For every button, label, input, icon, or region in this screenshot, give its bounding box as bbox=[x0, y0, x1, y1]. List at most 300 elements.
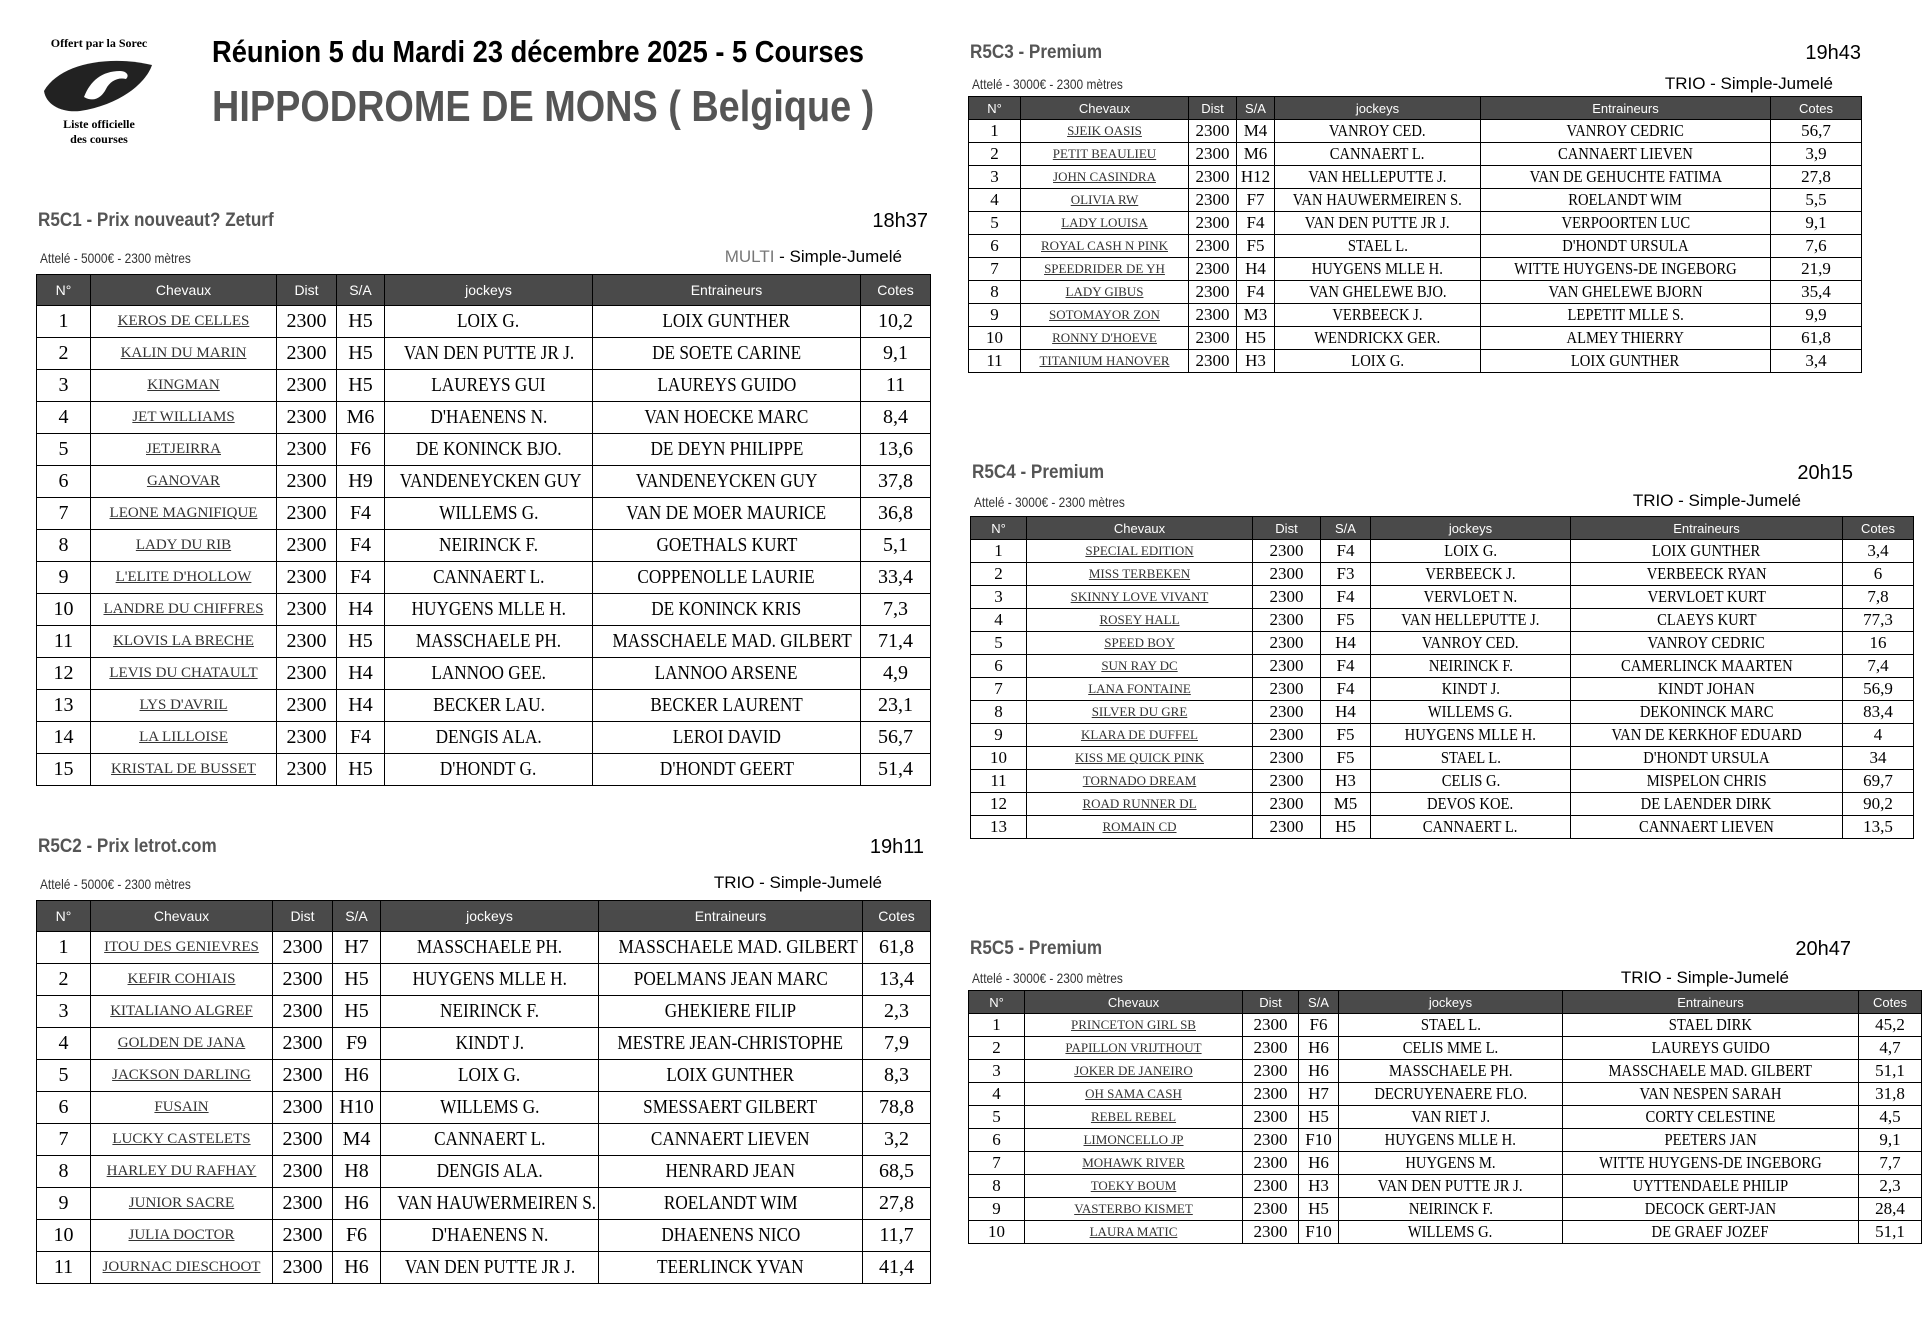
horse-name-link[interactable]: KLOVIS LA BRECHE bbox=[113, 633, 254, 649]
trainer bbox=[599, 1252, 863, 1284]
trainer-text: CANNAERT LIEVEN bbox=[651, 1128, 810, 1150]
distance: 2300 bbox=[1253, 655, 1321, 678]
horse-name bbox=[1027, 586, 1253, 609]
runner-number: 6 bbox=[971, 655, 1027, 678]
trainer-text: D'HONDT GEERT bbox=[659, 758, 794, 780]
trainer-text: CAMERLINCK MAARTEN bbox=[1620, 656, 1793, 675]
sex-age: H4 bbox=[337, 658, 385, 690]
odds: 68,5 bbox=[863, 1156, 931, 1188]
horse-name bbox=[1021, 350, 1189, 373]
sex-age: F5 bbox=[1321, 747, 1371, 770]
runner-number: 6 bbox=[969, 235, 1021, 258]
odds: 16 bbox=[1843, 632, 1914, 655]
jockey-text: LOIX G. bbox=[1444, 541, 1497, 560]
column-header: Dist bbox=[273, 901, 333, 932]
jockey-text: DEVOS KOE. bbox=[1427, 794, 1514, 813]
column-header: Chevaux bbox=[1027, 517, 1253, 540]
trainer bbox=[593, 562, 861, 594]
race-time: 19h43 bbox=[1805, 42, 1861, 64]
trainer-text: CORTY CELESTINE bbox=[1645, 1107, 1776, 1126]
horse-name-link[interactable]: PETIT BEAULIEU bbox=[1052, 146, 1157, 161]
table-row bbox=[969, 1152, 1922, 1175]
column-header: Dist bbox=[1253, 517, 1321, 540]
jockey bbox=[1371, 793, 1571, 816]
table-row bbox=[37, 964, 931, 996]
table-row bbox=[971, 701, 1914, 724]
race-r5c2 bbox=[36, 836, 930, 1296]
trainer bbox=[1481, 281, 1771, 304]
table-row bbox=[971, 747, 1914, 770]
distance: 2300 bbox=[1243, 1129, 1299, 1152]
table-row bbox=[969, 1198, 1922, 1221]
trainer-text: MISPELON CHRIS bbox=[1646, 771, 1767, 790]
horse-name-link[interactable]: SPEEDRIDER DE YH bbox=[1044, 261, 1165, 276]
horse-name-link[interactable]: TITANIUM HANOVER bbox=[1039, 353, 1170, 368]
trainer-text: DECOCK GERT-JAN bbox=[1644, 1199, 1777, 1218]
table-row bbox=[969, 143, 1862, 166]
sex-age: H3 bbox=[1299, 1175, 1339, 1198]
horse-name-link[interactable]: VASTERBO KISMET bbox=[1074, 1201, 1193, 1216]
horse-name-link[interactable]: HARLEY DU RAFHAY bbox=[106, 1163, 257, 1179]
bet-types bbox=[1665, 74, 1833, 94]
horse-name-link[interactable]: ROSEY HALL bbox=[1099, 612, 1180, 627]
trainer-text: BECKER LAURENT bbox=[650, 694, 803, 716]
sorec-logo bbox=[34, 36, 164, 154]
jockey-text: VAN RIET J. bbox=[1411, 1107, 1490, 1126]
horse-name-link[interactable]: KEFIR COHIAIS bbox=[127, 971, 236, 987]
odds: 7,8 bbox=[1843, 586, 1914, 609]
horse-name bbox=[91, 466, 277, 498]
horse-name-link[interactable]: RONNY D'HOEVE bbox=[1052, 330, 1157, 345]
odds: 9,9 bbox=[1771, 304, 1862, 327]
jockey bbox=[1339, 1014, 1563, 1037]
table-row bbox=[969, 235, 1862, 258]
horse-name bbox=[91, 626, 277, 658]
horse-name-link[interactable]: ROMAIN CD bbox=[1102, 819, 1177, 834]
jockey-text: NEIRINCK F. bbox=[1408, 1199, 1493, 1218]
distance: 2300 bbox=[277, 658, 337, 690]
horse-name bbox=[1025, 1083, 1243, 1106]
jockey bbox=[1371, 678, 1571, 701]
distance: 2300 bbox=[1253, 724, 1321, 747]
jockey-text: CELIS MME L. bbox=[1402, 1038, 1499, 1057]
horse-name bbox=[91, 562, 277, 594]
horse-name-link[interactable]: KINGMAN bbox=[147, 377, 220, 393]
trainer-text: CLAEYS KURT bbox=[1656, 610, 1757, 629]
column-header: Entraineurs bbox=[1481, 97, 1771, 120]
horse-name-link[interactable]: JULIA DOCTOR bbox=[128, 1227, 235, 1243]
trainer-text: ROELANDT WIM bbox=[663, 1192, 798, 1214]
table-row bbox=[969, 1037, 1922, 1060]
horse-name-link[interactable]: SKINNY LOVE VIVANT bbox=[1070, 589, 1209, 604]
trainer bbox=[1481, 120, 1771, 143]
column-header: Entraineurs bbox=[599, 901, 863, 932]
horse-name bbox=[91, 996, 273, 1028]
race-title: R5C5 - Premium bbox=[970, 938, 1103, 959]
runner-number: 4 bbox=[969, 189, 1021, 212]
sex-age: F5 bbox=[1321, 724, 1371, 747]
table-row bbox=[971, 770, 1914, 793]
distance: 2300 bbox=[273, 932, 333, 964]
trainer-text: UYTTENDAELE PHILIP bbox=[1632, 1176, 1789, 1195]
horse-name-link[interactable]: KALIN DU MARIN bbox=[120, 345, 247, 361]
horse-name bbox=[1021, 212, 1189, 235]
runner-number: 14 bbox=[37, 722, 91, 754]
table-row bbox=[971, 563, 1914, 586]
trainer bbox=[1563, 1037, 1859, 1060]
horse-name-link[interactable]: LADY GIBUS bbox=[1065, 284, 1144, 299]
horse-name bbox=[1025, 1014, 1243, 1037]
horse-name-link[interactable]: MOHAWK RIVER bbox=[1082, 1155, 1185, 1170]
trainer-text: VAN DE KERKHOF EDUARD bbox=[1611, 725, 1802, 744]
sex-age: H8 bbox=[333, 1156, 381, 1188]
horse-name-link[interactable]: JUNIOR SACRE bbox=[128, 1195, 235, 1211]
distance: 2300 bbox=[273, 964, 333, 996]
jockey bbox=[385, 690, 593, 722]
distance: 2300 bbox=[277, 498, 337, 530]
column-header: N° bbox=[37, 901, 91, 932]
table-row bbox=[971, 632, 1914, 655]
horse-name bbox=[1025, 1175, 1243, 1198]
race-time: 20h47 bbox=[1795, 938, 1851, 960]
jockey-text: MASSCHAELE PH. bbox=[415, 630, 562, 652]
odds: 77,3 bbox=[1843, 609, 1914, 632]
horse-name bbox=[91, 754, 277, 786]
jockey-text: VERBEECK J. bbox=[1425, 564, 1516, 583]
horse-name-link[interactable]: LANDRE DU CHIFFRES bbox=[103, 601, 264, 617]
horse-name-link[interactable]: JOHN CASINDRA bbox=[1053, 169, 1156, 184]
jockey bbox=[381, 1028, 599, 1060]
jockey-text: WILLEMS G. bbox=[1408, 1222, 1493, 1241]
trainer bbox=[1563, 1083, 1859, 1106]
jockey-text: VANROY CED. bbox=[1329, 121, 1426, 140]
horse-name-link[interactable]: LIMONCELLO JP bbox=[1083, 1132, 1184, 1147]
jockey bbox=[1371, 701, 1571, 724]
runner-number: 1 bbox=[969, 120, 1021, 143]
odds: 36,8 bbox=[861, 498, 931, 530]
trainer-text: MASSCHAELE MAD. GILBERT bbox=[618, 936, 858, 958]
runner-number: 9 bbox=[969, 1198, 1025, 1221]
horse-name-link[interactable]: ROYAL CASH N PINK bbox=[1040, 238, 1168, 253]
column-header: N° bbox=[969, 991, 1025, 1014]
horse-name-link[interactable]: LYS D'AVRIL bbox=[139, 697, 228, 713]
horse-name bbox=[1021, 258, 1189, 281]
runner-number: 2 bbox=[969, 1037, 1025, 1060]
jockey-text: CANNAERT L. bbox=[433, 1128, 546, 1150]
horse-name bbox=[91, 498, 277, 530]
table-row bbox=[37, 434, 931, 466]
bet-types bbox=[714, 873, 882, 893]
runner-number: 7 bbox=[971, 678, 1027, 701]
sex-age: H5 bbox=[337, 626, 385, 658]
sex-age: H6 bbox=[1299, 1037, 1339, 1060]
trainer-text: VAN HOECKE MARC bbox=[644, 406, 809, 428]
runner-number: 3 bbox=[969, 1060, 1025, 1083]
jockey bbox=[1371, 655, 1571, 678]
table-row bbox=[969, 212, 1862, 235]
trainer bbox=[1571, 701, 1843, 724]
distance: 2300 bbox=[1189, 189, 1237, 212]
runner-number: 7 bbox=[37, 1124, 91, 1156]
horse-name-link[interactable]: PRINCETON GIRL SB bbox=[1071, 1017, 1196, 1032]
horse-name-link[interactable]: JET WILLIAMS bbox=[132, 409, 235, 425]
odds: 71,4 bbox=[861, 626, 931, 658]
horse-name-link[interactable]: LEVIS DU CHATAULT bbox=[109, 665, 258, 681]
horse-name-link[interactable]: TOEKY BOUM bbox=[1090, 1178, 1177, 1193]
trainer-text: VANROY CEDRIC bbox=[1566, 121, 1685, 140]
bet-types bbox=[725, 247, 902, 267]
table-row bbox=[37, 466, 931, 498]
runner-number: 10 bbox=[37, 1220, 91, 1252]
odds: 27,8 bbox=[1771, 166, 1862, 189]
race-conditions: Attelé - 3000€ - 2300 mètres bbox=[974, 494, 1125, 510]
horse-name-link[interactable]: REBEL REBEL bbox=[1090, 1109, 1177, 1124]
distance: 2300 bbox=[1253, 563, 1321, 586]
trainer bbox=[593, 338, 861, 370]
trainer bbox=[1563, 1175, 1859, 1198]
trainer bbox=[1571, 563, 1843, 586]
column-header: S/A bbox=[1237, 97, 1275, 120]
jockey bbox=[381, 996, 599, 1028]
distance: 2300 bbox=[277, 466, 337, 498]
horse-name-link[interactable]: LA LILLOISE bbox=[139, 729, 228, 745]
horse-name-link[interactable]: OH SAMA CASH bbox=[1085, 1086, 1182, 1101]
table-row bbox=[37, 530, 931, 562]
horse-name-link[interactable]: FUSAIN bbox=[154, 1099, 209, 1115]
horse-name-link[interactable]: LADY DU RIB bbox=[135, 537, 232, 553]
jockey bbox=[1275, 120, 1481, 143]
horse-name-link[interactable]: SILVER DU GRE bbox=[1091, 704, 1188, 719]
odds: 3,4 bbox=[1843, 540, 1914, 563]
horse-name bbox=[1027, 563, 1253, 586]
sex-age: H3 bbox=[1321, 770, 1371, 793]
bet-types bbox=[1621, 968, 1789, 988]
odds: 2,3 bbox=[1859, 1175, 1922, 1198]
jockey bbox=[385, 658, 593, 690]
runner-number: 4 bbox=[971, 609, 1027, 632]
horse-name bbox=[1021, 143, 1189, 166]
odds: 28,4 bbox=[1859, 1198, 1922, 1221]
trainer-text: DEKONINCK MARC bbox=[1639, 702, 1774, 721]
horse-name-link[interactable]: KLARA DE DUFFEL bbox=[1080, 727, 1198, 742]
jockey bbox=[385, 306, 593, 338]
runner-number: 11 bbox=[969, 350, 1021, 373]
race-table bbox=[968, 96, 1862, 373]
table-row bbox=[37, 754, 931, 786]
table-row bbox=[971, 724, 1914, 747]
odds: 7,3 bbox=[861, 594, 931, 626]
horse-name-link[interactable]: GANOVAR bbox=[146, 473, 221, 489]
horse-logo-icon bbox=[40, 53, 158, 115]
sex-age: H5 bbox=[337, 370, 385, 402]
distance: 2300 bbox=[277, 306, 337, 338]
distance: 2300 bbox=[273, 1092, 333, 1124]
horse-name bbox=[91, 932, 273, 964]
column-header: jockeys bbox=[385, 275, 593, 306]
logo-top-text: Offert par la Sorec bbox=[50, 36, 148, 50]
runner-number: 5 bbox=[37, 1060, 91, 1092]
column-header: jockeys bbox=[1339, 991, 1563, 1014]
horse-name-link[interactable]: LANA FONTAINE bbox=[1088, 681, 1191, 696]
horse-name-link[interactable]: SPECIAL EDITION bbox=[1085, 543, 1194, 558]
horse-name-link[interactable]: SJEIK OASIS bbox=[1067, 123, 1142, 138]
distance: 2300 bbox=[1243, 1175, 1299, 1198]
horse-name-link[interactable]: LUCKY CASTELETS bbox=[112, 1131, 251, 1147]
horse-name-link[interactable]: ITOU DES GENIEVRES bbox=[104, 939, 259, 955]
trainer-text: CANNAERT LIEVEN bbox=[1639, 817, 1774, 836]
table-header-row bbox=[37, 275, 931, 306]
trainer-text: STAEL DIRK bbox=[1668, 1015, 1753, 1034]
column-header: jockeys bbox=[1275, 97, 1481, 120]
jockey bbox=[385, 370, 593, 402]
trainer bbox=[1571, 816, 1843, 839]
horse-name-link[interactable]: LEONE MAGNIFIQUE bbox=[109, 505, 258, 521]
odds: 13,6 bbox=[861, 434, 931, 466]
jockey bbox=[381, 1060, 599, 1092]
horse-name-link[interactable]: OLIVIA RW bbox=[1070, 192, 1139, 207]
horse-name-link[interactable]: SUN RAY DC bbox=[1101, 658, 1178, 673]
trainer bbox=[593, 466, 861, 498]
table-row bbox=[971, 609, 1914, 632]
sex-age: M6 bbox=[337, 402, 385, 434]
runner-number: 3 bbox=[969, 166, 1021, 189]
horse-name-link[interactable]: TORNADO DREAM bbox=[1082, 773, 1197, 788]
jockey-text: VAN HAUWERMEIREN S. bbox=[397, 1192, 597, 1214]
jockey-text: HUYGENS MLLE H. bbox=[412, 968, 567, 990]
column-header: S/A bbox=[1321, 517, 1371, 540]
column-header: N° bbox=[969, 97, 1021, 120]
odds: 3,2 bbox=[863, 1124, 931, 1156]
horse-name-link[interactable]: JACKSON DARLING bbox=[112, 1067, 251, 1083]
runner-number: 12 bbox=[971, 793, 1027, 816]
jockey bbox=[1275, 235, 1481, 258]
column-header: N° bbox=[37, 275, 91, 306]
race-conditions: Attelé - 3000€ - 2300 mètres bbox=[972, 76, 1123, 92]
table-row bbox=[37, 1156, 931, 1188]
distance: 2300 bbox=[1253, 747, 1321, 770]
distance: 2300 bbox=[1253, 540, 1321, 563]
trainer-text: VAN GHELEWE BJORN bbox=[1548, 282, 1703, 301]
horse-name-link[interactable]: LAURA MATIC bbox=[1089, 1224, 1178, 1239]
trainer-text: HENRARD JEAN bbox=[665, 1160, 796, 1182]
distance: 2300 bbox=[1243, 1106, 1299, 1129]
horse-name-link[interactable]: SPEED BOY bbox=[1104, 635, 1175, 650]
jockey bbox=[1275, 212, 1481, 235]
column-header: Cotes bbox=[863, 901, 931, 932]
column-header: Dist bbox=[1189, 97, 1237, 120]
horse-name-link[interactable]: MISS TERBEKEN bbox=[1088, 566, 1191, 581]
horse-name-link[interactable]: JOKER DE JANEIRO bbox=[1074, 1063, 1193, 1078]
logo-bottom-text-2: des courses bbox=[70, 132, 128, 146]
sex-age: M4 bbox=[333, 1124, 381, 1156]
table-row bbox=[969, 1221, 1922, 1244]
horse-name-link[interactable]: ROAD RUNNER DL bbox=[1082, 796, 1197, 811]
sex-age: F4 bbox=[1321, 655, 1371, 678]
trainer-text: COPPENOLLE LAURIE bbox=[637, 566, 816, 588]
distance: 2300 bbox=[1243, 1198, 1299, 1221]
horse-name bbox=[1021, 235, 1189, 258]
sex-age: M3 bbox=[1237, 304, 1275, 327]
horse-name-link[interactable]: JOURNAC DIESCHOOT bbox=[102, 1259, 261, 1275]
runner-number: 8 bbox=[969, 281, 1021, 304]
bet-main: TRIO bbox=[713, 873, 755, 892]
sex-age: H3 bbox=[1237, 350, 1275, 373]
odds: 56,9 bbox=[1843, 678, 1914, 701]
horse-name-link[interactable]: LADY LOUISA bbox=[1061, 215, 1148, 230]
runner-number: 10 bbox=[971, 747, 1027, 770]
horse-name-link[interactable]: KEROS DE CELLES bbox=[117, 313, 250, 329]
odds: 56,7 bbox=[1771, 120, 1862, 143]
table-row bbox=[37, 1092, 931, 1124]
runner-number: 3 bbox=[37, 996, 91, 1028]
jockey-text: HUYGENS M. bbox=[1405, 1153, 1496, 1172]
runner-number: 2 bbox=[37, 964, 91, 996]
table-row bbox=[37, 1060, 931, 1092]
horse-name bbox=[91, 1220, 273, 1252]
runner-number: 15 bbox=[37, 754, 91, 786]
column-header: jockeys bbox=[1371, 517, 1571, 540]
distance: 2300 bbox=[1253, 678, 1321, 701]
horse-name-link[interactable]: KRISTAL DE BUSSET bbox=[111, 761, 256, 777]
table-row bbox=[37, 658, 931, 690]
horse-name-link[interactable]: L'ELITE D'HOLLOW bbox=[115, 569, 252, 585]
table-row bbox=[37, 626, 931, 658]
trainer bbox=[599, 932, 863, 964]
jockey-text: HUYGENS MLLE H. bbox=[1384, 1130, 1517, 1149]
bet-rest: - Simple-Jumelé bbox=[1661, 968, 1789, 987]
odds: 8,4 bbox=[861, 402, 931, 434]
jockey bbox=[1275, 189, 1481, 212]
distance: 2300 bbox=[1243, 1060, 1299, 1083]
distance: 2300 bbox=[1189, 212, 1237, 235]
trainer bbox=[1481, 327, 1771, 350]
odds: 51,4 bbox=[861, 754, 931, 786]
horse-name-link[interactable]: KITALIANO ALGREF bbox=[110, 1003, 253, 1019]
trainer-text: MASSCHAELE MAD. GILBERT bbox=[612, 630, 852, 652]
distance: 2300 bbox=[1189, 281, 1237, 304]
sex-age: F6 bbox=[1299, 1014, 1339, 1037]
horse-name-link[interactable]: GOLDEN DE JANA bbox=[117, 1035, 246, 1051]
distance: 2300 bbox=[277, 690, 337, 722]
runner-number: 5 bbox=[969, 212, 1021, 235]
horse-name bbox=[1025, 1037, 1243, 1060]
runner-number: 1 bbox=[37, 306, 91, 338]
horse-name-link[interactable]: KISS ME QUICK PINK bbox=[1075, 750, 1204, 765]
trainer-text: TEERLINCK YVAN bbox=[657, 1256, 804, 1278]
horse-name bbox=[1027, 609, 1253, 632]
trainer bbox=[1563, 1060, 1859, 1083]
trainer-text: LEROI DAVID bbox=[672, 726, 781, 748]
column-header: Chevaux bbox=[1025, 991, 1243, 1014]
sex-age: H5 bbox=[1237, 327, 1275, 350]
jockey-text: LANNOO GEE. bbox=[431, 662, 546, 684]
race-table bbox=[968, 990, 1922, 1244]
trainer bbox=[1563, 1014, 1859, 1037]
odds: 11 bbox=[861, 370, 931, 402]
odds: 69,7 bbox=[1843, 770, 1914, 793]
column-header: Dist bbox=[277, 275, 337, 306]
column-header: S/A bbox=[337, 275, 385, 306]
horse-name-link[interactable]: JETJEIRRA bbox=[146, 441, 221, 457]
distance: 2300 bbox=[1243, 1152, 1299, 1175]
horse-name bbox=[1027, 816, 1253, 839]
horse-name-link[interactable]: PAPILLON VRIJTHOUT bbox=[1065, 1040, 1202, 1055]
horse-name bbox=[91, 434, 277, 466]
table-row bbox=[37, 1028, 931, 1060]
table-row bbox=[971, 816, 1914, 839]
horse-name-link[interactable]: SOTOMAYOR ZON bbox=[1049, 307, 1160, 322]
jockey-text: KINDT J. bbox=[1441, 679, 1500, 698]
